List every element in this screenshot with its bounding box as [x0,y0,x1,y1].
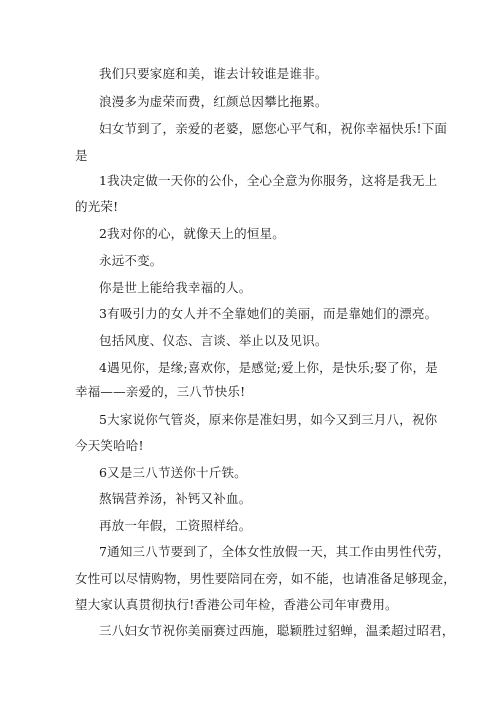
text-line: 我们只要家庭和美，谁去计较谁是谁非。 [99,66,328,81]
text-line: 的光荣! [75,199,119,214]
text-line: 妇女节到了，亲爱的老婆，愿您心平气和，祝你幸福快乐!下面 [99,121,448,136]
text-line: 2我对你的心，就像天上的恒星。 [99,226,285,241]
text-line: 浪漫多为虚荣而费，红颜总因攀比拖累。 [99,94,328,109]
text-line: 永远不变。 [99,253,163,268]
text-line: 6又是三八节送你十斤铁。 [99,465,247,480]
text-line: 再放一年假，工资照样给。 [99,518,252,533]
text-line: 1我决定做一天你的公仆，全心全意为你服务，这将是我无上 [99,173,438,188]
text-line: 7通知三八节要到了，全体女性放假一天，其工作由男性代劳， [99,544,451,559]
text-line: 是 [75,148,88,163]
text-line: 幸福——亲爱的，三八节快乐! [75,384,246,399]
text-line: 5大家说你气管炎，原来你是准妇男，如今又到三月八，祝你 [99,412,438,427]
text-line: 熬锅营养汤，补钙又补血。 [99,491,252,506]
text-line: 你是世上能给我幸福的人。 [99,280,252,295]
text-line: 4遇见你，是缘;喜欢你，是感觉;爱上你，是快乐;娶了你，是 [99,360,438,375]
text-line: 包括风度、仪态、言谈、举止以及见识。 [99,333,328,348]
text-line: 今天笑哈哈! [75,438,144,453]
text-line: 女性可以尽情购物，男性要陪同在旁，如不能，也请准备足够现金， [75,571,457,586]
text-line: 3有吸引力的女人并不全靠她们的美丽，而是靠她们的漂亮。 [99,306,438,321]
text-line: 望大家认真贯彻执行!香港公司年检，香港公司年审费用。 [75,597,398,612]
text-line: 三八妇女节祝你美丽赛过西施，聪颖胜过貂蝉，温柔超过昭君， [99,623,455,638]
